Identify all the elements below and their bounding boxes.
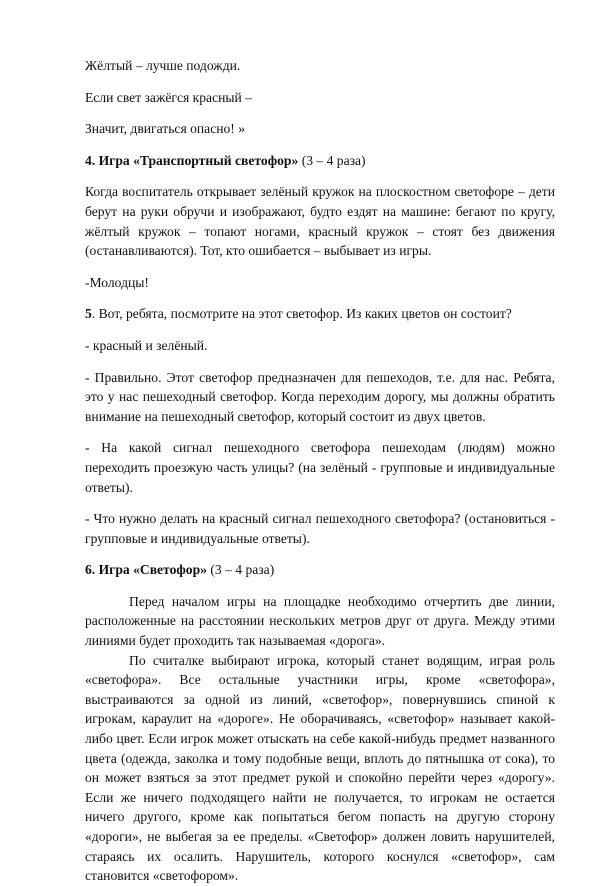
praise-line: -Молодцы! [85,274,149,290]
game4-rules: Когда воспитатель открывает зелёный кружок на плоскостном светофоре – дети берут на руки обручи и изображают, будто ездят на машине: бегают по кругу, жёлтый кружок – топают ногами, красный кружок – стоят без движения (останавливаются). Тот, кто ошибается – выбывает из игры. [85,184,555,259]
game4-heading: 4. Игра «Транспортный светофор» [85,152,299,168]
question5-text: . Вот, ребята, посмотрите на этот светофор. Из каких цветов он состоит? [91,306,512,322]
poem-line-red: Если свет зажёгся красный – [85,89,252,105]
game6-rules-paragraph: По считалке выбирают игрока, который станет водящим, играя роль «светофора». Все остальные участники игры, кроме «светофора», выстраиваются за одной из линий, «светофор», повернувшись спиной к игрокам, караулит на «дороге». Не оборачиваясь, «светофор» называет какой-либо цвет. Если игрок может отыскать на себе какой-нибудь предмет названного цвета (одежда, заколка и тому подобные вещи, вплоть до пятнышка от сока), то он может взяться за этот предмет рукой и спокойно перейти через «дорогу». Если же ничего подходящего найти не получается, то игрокам не остается ничего другого, кроме как попытаться бегом попасть на другую сторону «дороги», не выбегая за ее пределы. «Светофор» должен ловить нарушителей, стараясь их осалить. Нарушитель, которого коснулся «светофор», сам становится «светофором». [85,652,555,884]
game6-setup-paragraph: Перед началом игры на площадке необходимо отчертить две линии, расположенные на расстоянии нескольких метров друг от друга. Между этими линиями будет проходить так называемая «дорога». [85,593,555,649]
game6-count: (3 – 4 раза) [206,562,275,578]
explanation-paragraph: - Правильно. Этот светофор предназначен для пешеходов, т.е. для нас. Ребята, это у нас пешеходный светофор. Когда переходим дорогу, мы должны обратить внимание на пешеходный светофор, который состоит из двух цветов. [85,369,555,424]
question-red-signal: - Что нужно делать на красный сигнал пешеходного светофора? (остановиться - групповые и индивидуальные ответы). [85,511,555,546]
question5-number: 5 [85,306,92,322]
document-page [85,56,555,886]
poem-line-yellow: Жёлтый – лучше подожди. [85,58,241,73]
answer-colors: - красный и зелёный. [85,337,208,353]
game4-title [85,151,555,171]
game4-count: (3 – 4 раза) [298,152,366,168]
poem-line-danger: Значит, двигаться опасно! » [85,121,246,137]
game6-title [85,560,555,580]
question5 [85,304,555,324]
game6-heading: 6. Игра «Светофор» [85,562,207,578]
question-green-signal: - На какой сигнал пешеходного светофора пешеходам (людям) можно переходить проезжую часть улицы? (на зелёный - групповые и индивидуальные ответы). [85,440,555,495]
